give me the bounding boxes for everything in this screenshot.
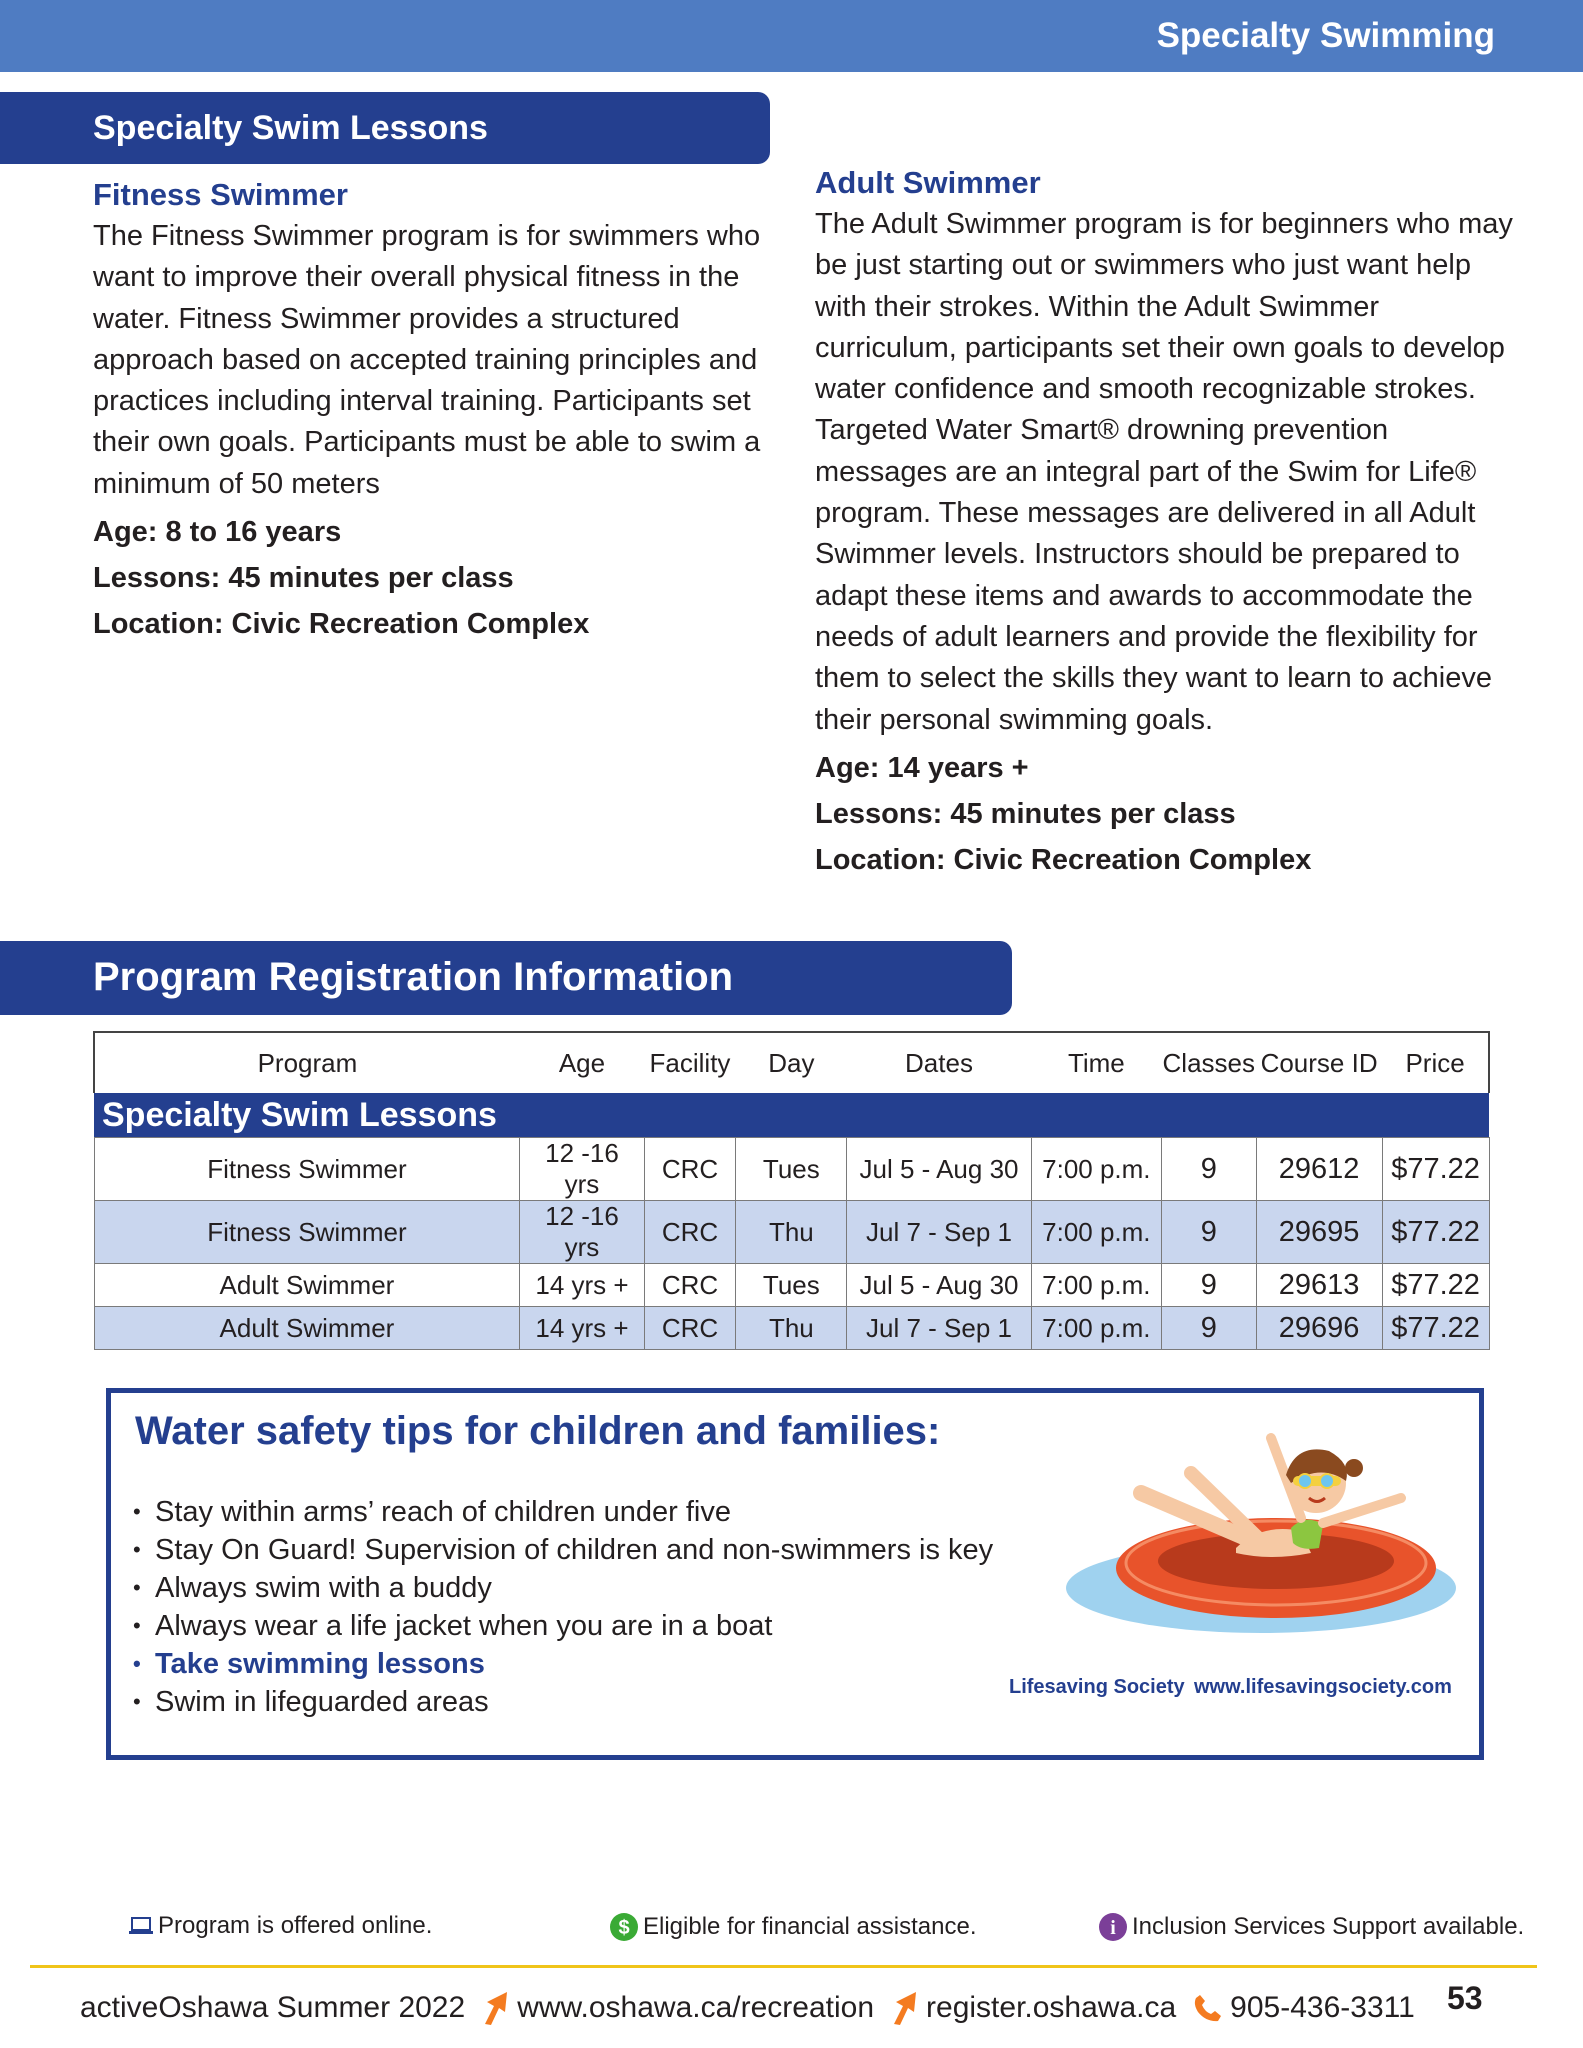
section-title: Specialty Swim Lessons	[93, 109, 488, 147]
cell-price: $77.22	[1382, 1264, 1489, 1307]
lifesaving-society-name: Lifesaving Society	[1009, 1676, 1185, 1698]
adult-lessons: Lessons: 45 minutes per class	[815, 797, 1236, 830]
cell-program: Fitness Swimmer	[94, 1201, 520, 1264]
cell-classes: 9	[1162, 1307, 1256, 1350]
laptop-icon	[128, 1915, 154, 1937]
svg-text:$: $	[618, 1917, 630, 1939]
cell-facility: CRC	[644, 1307, 736, 1350]
table-row	[94, 1264, 1489, 1307]
cell-dates: Jul 7 - Sep 1	[847, 1201, 1031, 1264]
cell-age: 12 -16 yrs	[520, 1201, 644, 1264]
footer-website-link[interactable]: www.oshawa.ca/recreation	[517, 1991, 875, 2024]
list-item: • Stay within arms’ reach of children under five	[133, 1493, 993, 1531]
col-header-classes: Classes	[1162, 1032, 1256, 1093]
cell-dates: Jul 5 - Aug 30	[847, 1264, 1031, 1307]
list-item: • Swim in lifeguarded areas	[133, 1683, 993, 1721]
footer-phone[interactable]: 905-436-3311	[1230, 1991, 1415, 2024]
water-safety-box	[106, 1388, 1484, 1760]
cell-facility: CRC	[644, 1201, 736, 1264]
fitness-swimmer-column	[93, 174, 783, 647]
page-section-title: Specialty Swimming	[1156, 16, 1495, 55]
col-header-dates: Dates	[847, 1032, 1031, 1093]
dollar-icon	[609, 1912, 639, 1942]
col-header-price: Price	[1382, 1032, 1489, 1093]
adult-swimmer-column	[815, 162, 1515, 883]
footer	[80, 1990, 1425, 2026]
fitness-lessons: Lessons: 45 minutes per class	[93, 562, 514, 595]
footer-phone-group	[1186, 1991, 1415, 2025]
footer-brand: activeOshawa Summer 2022	[80, 1991, 466, 2024]
fitness-swimmer-title: Fitness Swimmer	[93, 177, 348, 212]
cell-time: 7:00 p.m.	[1031, 1138, 1161, 1201]
adult-age: Age: 14 years +	[815, 751, 1029, 784]
lifesaving-society-link[interactable]: www.lifesavingsociety.com	[1194, 1676, 1452, 1698]
cell-facility: CRC	[644, 1264, 736, 1307]
cell-classes: 9	[1162, 1138, 1256, 1201]
cell-course-id: 29613	[1256, 1264, 1382, 1307]
water-safety-title: Water safety tips for children and families:	[135, 1409, 941, 1453]
legend-online	[128, 1912, 432, 1940]
footer-register-link[interactable]: register.oshawa.ca	[926, 1991, 1177, 2024]
cell-dates: Jul 7 - Sep 1	[847, 1307, 1031, 1350]
legend-financial	[609, 1912, 977, 1942]
table-row	[94, 1201, 1489, 1264]
table-row	[94, 1307, 1489, 1350]
info-icon	[1098, 1912, 1128, 1942]
table-group-row	[94, 1093, 1489, 1138]
footer-website-group	[475, 1990, 874, 2026]
footer-register-group	[884, 1990, 1176, 2026]
col-header-course-id: Course ID	[1256, 1032, 1382, 1093]
legend-online-label: Program is offered online.	[158, 1912, 433, 1939]
col-header-facility: Facility	[644, 1032, 736, 1093]
cell-age: 12 -16 yrs	[520, 1138, 644, 1201]
list-item: • Always wear a life jacket when you are in a boat	[133, 1607, 993, 1645]
legend-inclusion-label: Inclusion Services Support available.	[1132, 1913, 1525, 1940]
cell-course-id: 29695	[1256, 1201, 1382, 1264]
cell-day: Thu	[736, 1201, 847, 1264]
cell-age: 14 yrs +	[520, 1307, 644, 1350]
fitness-swimmer-body: The Fitness Swimmer program is for swimmers who want to improve their overall physical fitness in the water. Fitness Swimmer provides a structured approach based on accepted training principles and practices including interval training. Participants set their own goals. Participants must be able to swim a minimum of 50 meters	[93, 220, 761, 500]
cell-classes: 9	[1162, 1264, 1256, 1307]
cell-program: Adult Swimmer	[94, 1264, 520, 1307]
cell-day: Tues	[736, 1138, 847, 1201]
section-title: Program Registration Information	[93, 955, 734, 999]
cell-facility: CRC	[644, 1138, 736, 1201]
cell-dates: Jul 5 - Aug 30	[847, 1138, 1031, 1201]
cell-day: Thu	[736, 1307, 847, 1350]
col-header-age: Age	[520, 1032, 644, 1093]
registration-table	[93, 1031, 1490, 1350]
cell-course-id: 29612	[1256, 1138, 1382, 1201]
cell-program: Adult Swimmer	[94, 1307, 520, 1350]
col-header-day: Day	[736, 1032, 847, 1093]
col-header-program: Program	[94, 1032, 520, 1093]
water-safety-list	[133, 1493, 993, 1721]
cell-classes: 9	[1162, 1201, 1256, 1264]
cell-day: Tues	[736, 1264, 847, 1307]
cursor-arrow-icon	[481, 1990, 511, 2026]
col-header-time: Time	[1031, 1032, 1161, 1093]
cell-price: $77.22	[1382, 1201, 1489, 1264]
cell-age: 14 yrs +	[520, 1264, 644, 1307]
list-item: • Take swimming lessons	[133, 1645, 993, 1683]
fitness-location: Location: Civic Recreation Complex	[93, 608, 590, 641]
legend-financial-label: Eligible for financial assistance.	[643, 1913, 977, 1940]
adult-swimmer-title: Adult Swimmer	[815, 165, 1041, 200]
swimming-girl-illustration	[1061, 1413, 1461, 1663]
legend-inclusion	[1098, 1912, 1524, 1942]
list-item: • Stay On Guard! Supervision of children and non-swimmers is key	[133, 1531, 993, 1569]
footer-divider	[30, 1965, 1537, 1968]
cell-time: 7:00 p.m.	[1031, 1201, 1161, 1264]
svg-text:i: i	[1110, 1917, 1116, 1939]
list-item: • Always swim with a buddy	[133, 1569, 993, 1607]
cell-time: 7:00 p.m.	[1031, 1307, 1161, 1350]
top-banner	[0, 0, 1583, 72]
cell-course-id: 29696	[1256, 1307, 1382, 1350]
fitness-age: Age: 8 to 16 years	[93, 516, 342, 549]
cell-program: Fitness Swimmer	[94, 1138, 520, 1201]
cell-time: 7:00 p.m.	[1031, 1264, 1161, 1307]
cell-price: $77.22	[1382, 1138, 1489, 1201]
table-group-label: Specialty Swim Lessons	[94, 1093, 1489, 1138]
table-row	[94, 1138, 1489, 1201]
section-header-specialty	[0, 92, 770, 164]
adult-location: Location: Civic Recreation Complex	[815, 843, 1312, 876]
cell-price: $77.22	[1382, 1307, 1489, 1350]
adult-swimmer-body: The Adult Swimmer program is for beginners who may be just starting out or swimmers who just want help with their strokes. Within the Adult Swimmer curriculum, participants set their own goals to develop water confidence and smooth recognizable strokes. Targeted Water Smart® drowning prevention messages are an integral part of the Swim for Life® program. These messages are delivered in all Adult Swimmer levels. Instructors should be prepared to adapt these items and awards to accommodate the needs of adult learners and provide the flexibility for them to select the skills they want to learn to achieve their personal swimming goals.	[815, 208, 1513, 736]
phone-icon	[1192, 1992, 1224, 2024]
table-header-row	[94, 1032, 1489, 1093]
page-number: 53	[1447, 1980, 1483, 2016]
cursor-arrow-icon	[890, 1990, 920, 2026]
section-header-registration	[0, 941, 1012, 1015]
